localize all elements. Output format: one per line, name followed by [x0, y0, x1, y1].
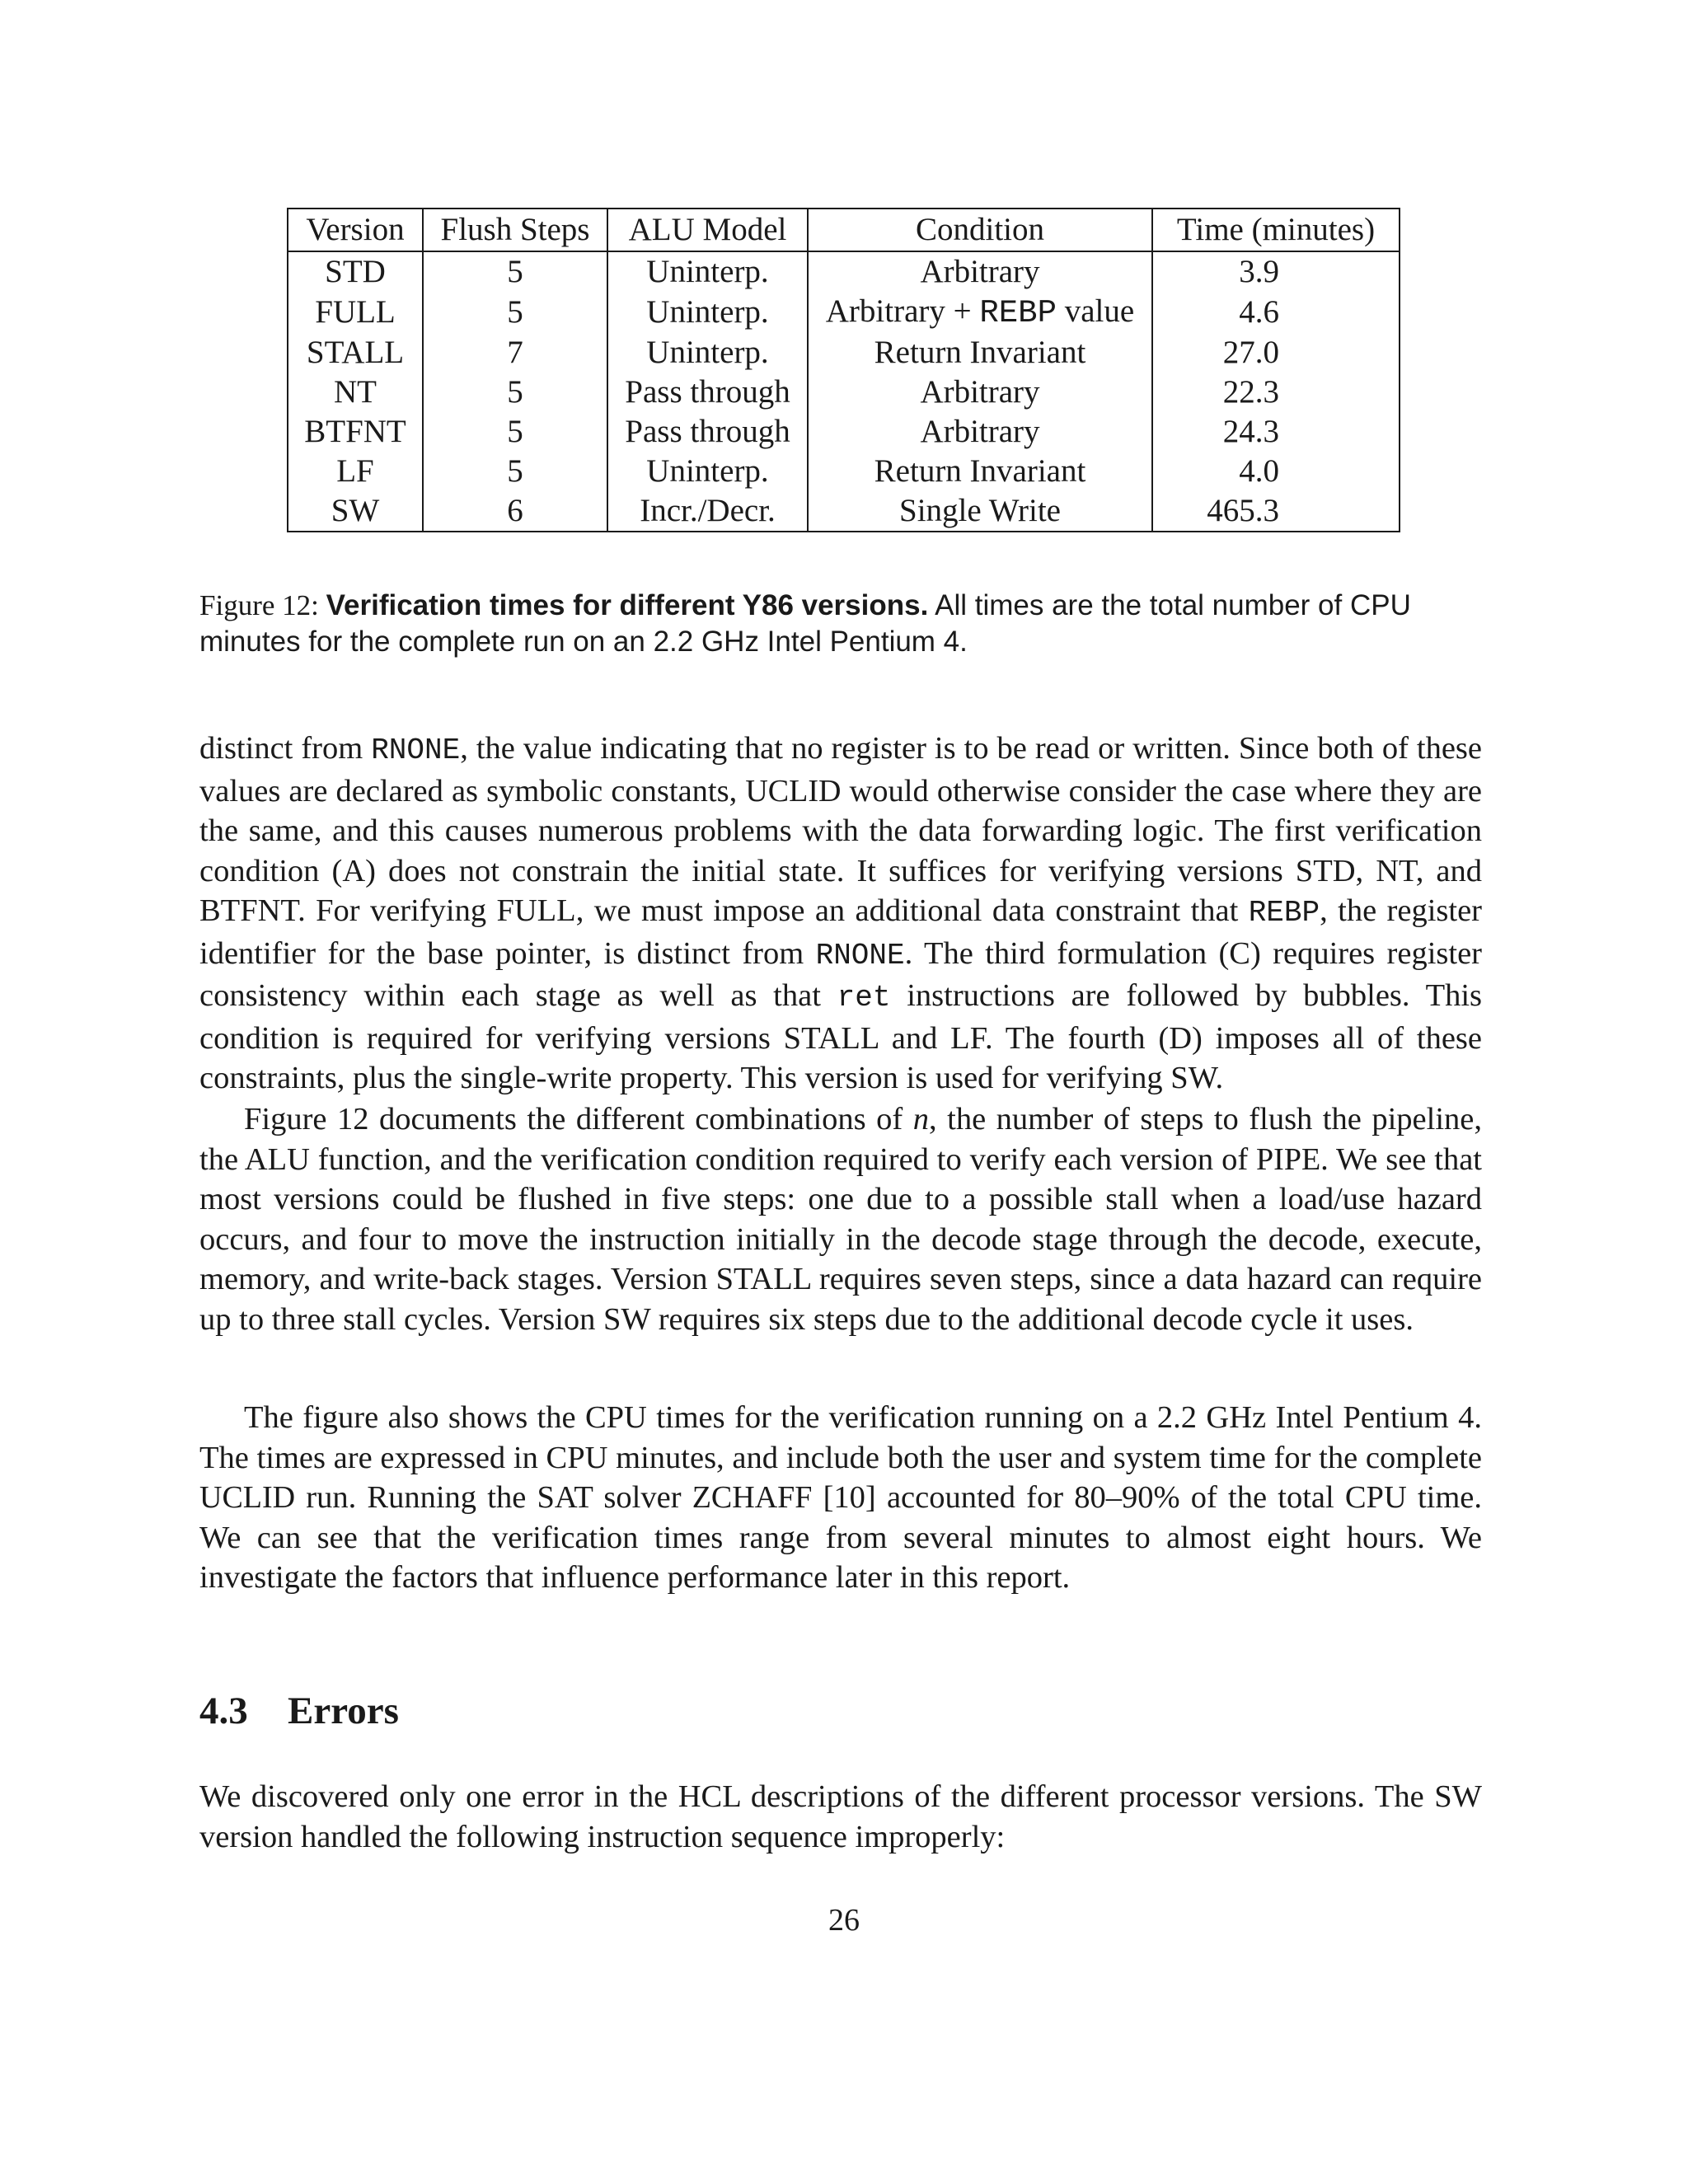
- paragraph-2: [199, 1099, 1482, 1339]
- cell-condition: Arbitrary: [808, 412, 1152, 452]
- verification-times-table: [287, 208, 1400, 532]
- cell-version: STALL: [288, 333, 423, 373]
- cell-version: SW: [288, 491, 423, 532]
- table-row: [288, 251, 1400, 292]
- cell-condition: Arbitrary: [808, 373, 1152, 412]
- cell-condition: Single Write: [808, 491, 1152, 532]
- cell-condition: Return Invariant: [808, 333, 1152, 373]
- cell-version: LF: [288, 452, 423, 491]
- cell-alu-model: Uninterp.: [607, 251, 808, 292]
- table-row: [288, 491, 1400, 532]
- code-ret: ret: [837, 981, 891, 1015]
- text-run: . The third formulation (C) requires register consistency within each stage as well as that: [199, 935, 1483, 1013]
- cell-version: FULL: [288, 292, 423, 333]
- code-rebp: REBP: [1248, 896, 1320, 930]
- cell-flush-steps: 5: [423, 373, 607, 412]
- cell-time: 22.3: [1152, 373, 1400, 412]
- cell-alu-model: Uninterp.: [607, 292, 808, 333]
- section-title: Errors: [288, 1690, 399, 1732]
- paragraph-text: We discovered only one error in the HCL descriptions of the different processor versions. The SW version handled the following instruction sequence improperly:: [199, 1779, 1482, 1854]
- cell-condition: [808, 292, 1152, 333]
- caption-text: All times are the total number of CPU minutes for the complete run on an 2.2 GHz Intel Pentium 4.: [199, 589, 1411, 658]
- cell-condition: Return Invariant: [808, 452, 1152, 491]
- cell-time: 27.0: [1152, 333, 1400, 373]
- text-run: . We see that most versions could be flushed in five steps: one due to a possible stall when a load/use hazard occurs, and four to move the instruction initially in the decode stage through the decode, execute, memory, and write-back stages. Version STALL requires seven steps, since a data hazard can require up to three stall cycles. Version SW requires six steps due to the additional decode cycle it uses.: [199, 1141, 1482, 1337]
- cell-flush-steps: 6: [423, 491, 607, 532]
- cell-alu-model: Pass through: [607, 412, 808, 452]
- cell-alu-model: Uninterp.: [607, 452, 808, 491]
- text-run: , the value indicating that no register is to be read or written. Since both of these values are declared as symbolic constants,: [199, 731, 1482, 808]
- cell-version: STD: [288, 251, 423, 292]
- header-time: Time (minutes): [1152, 209, 1400, 251]
- smallcaps-zchaff: ZCHAFF: [692, 1480, 813, 1515]
- text-run: The figure also shows the CPU times for the verification running on a 2.2 GHz Intel Pentium 4. The times are expressed in CPU minutes, and include both the user and system time for the complete: [199, 1400, 1482, 1475]
- cell-version: BTFNT: [288, 412, 423, 452]
- cell-time: 4.0: [1152, 452, 1400, 491]
- figure-caption: [199, 588, 1493, 660]
- smallcaps-uclid: UCLID: [199, 1480, 296, 1515]
- cell-time: 465.3: [1152, 491, 1400, 532]
- cell-time: 3.9: [1152, 251, 1400, 292]
- text-run: , the register identifier for the base pointer, is distinct from: [199, 893, 1482, 971]
- table-row: [288, 292, 1400, 333]
- table-row: [288, 452, 1400, 491]
- table-row: [288, 412, 1400, 452]
- text-run: run. Running the SAT solver: [295, 1480, 692, 1515]
- code-rnone: RNONE: [815, 938, 905, 972]
- cell-flush-steps: 5: [423, 412, 607, 452]
- cell-alu-model: Incr./Decr.: [607, 491, 808, 532]
- cell-time: 4.6: [1152, 292, 1400, 333]
- text-run: instructions are followed by bubbles. This condition is required for verifying versions STALL and LF. The fourth (D) imposes all of these constraints, plus the single-write property. This version is used for verifying SW.: [199, 978, 1483, 1095]
- header-version: Version: [288, 209, 423, 251]
- condition-suffix: value: [1057, 293, 1135, 329]
- caption-title: Verification times for different Y86 versions.: [326, 589, 929, 621]
- caption-label: Figure 12:: [199, 589, 326, 621]
- table-row: [288, 373, 1400, 412]
- cell-version: NT: [288, 373, 423, 412]
- page-number: 26: [828, 1903, 860, 1938]
- cell-flush-steps: 5: [423, 251, 607, 292]
- paragraph-3: [199, 1398, 1482, 1598]
- text-run: distinct from: [199, 731, 372, 766]
- condition-code: REBP: [979, 295, 1057, 331]
- paragraph-4: [199, 1777, 1482, 1857]
- cell-condition: Arbitrary: [808, 251, 1152, 292]
- cell-alu-model: Pass through: [607, 373, 808, 412]
- code-rnone: RNONE: [371, 733, 461, 767]
- text-run: Figure 12 documents the different combinations of: [244, 1102, 913, 1137]
- text-run: , the number of steps to flush the pipeline, the ALU function, and the verification condition required to verify each version of: [199, 1102, 1482, 1177]
- header-condition: Condition: [808, 209, 1152, 251]
- cell-time: 24.3: [1152, 412, 1400, 452]
- text-run: would otherwise consider the case where they are the same, and this causes numerous problems with the data forwarding logic. The first verification condition (A) does not constrain the initial state. It suffices for verifying versions STD, NT, and BTFNT. For verifying FULL, we must impose an additional data constraint that: [199, 773, 1482, 928]
- section-heading: [199, 1686, 399, 1736]
- cell-flush-steps: 5: [423, 292, 607, 333]
- math-var-n: n: [912, 1102, 929, 1137]
- table-header-row: [288, 209, 1400, 251]
- smallcaps-uclid: UCLID: [745, 773, 842, 808]
- cell-flush-steps: 7: [423, 333, 607, 373]
- condition-prefix: Arbitrary +: [825, 293, 980, 329]
- cell-alu-model: Uninterp.: [607, 333, 808, 373]
- cell-flush-steps: 5: [423, 452, 607, 491]
- smallcaps-pipe: PIPE: [1256, 1141, 1321, 1177]
- table-row: [288, 333, 1400, 373]
- section-number: 4.3: [199, 1690, 248, 1732]
- header-alu-model: ALU Model: [607, 209, 808, 251]
- header-flush-steps: Flush Steps: [423, 209, 607, 251]
- text-run: [10] accounted for 80–90% of the total CPU time. We can see that the verification times range from several minutes to almost eight hours. We investigate the factors that influence performance later in this report.: [199, 1480, 1482, 1595]
- paragraph-1: [199, 729, 1482, 1099]
